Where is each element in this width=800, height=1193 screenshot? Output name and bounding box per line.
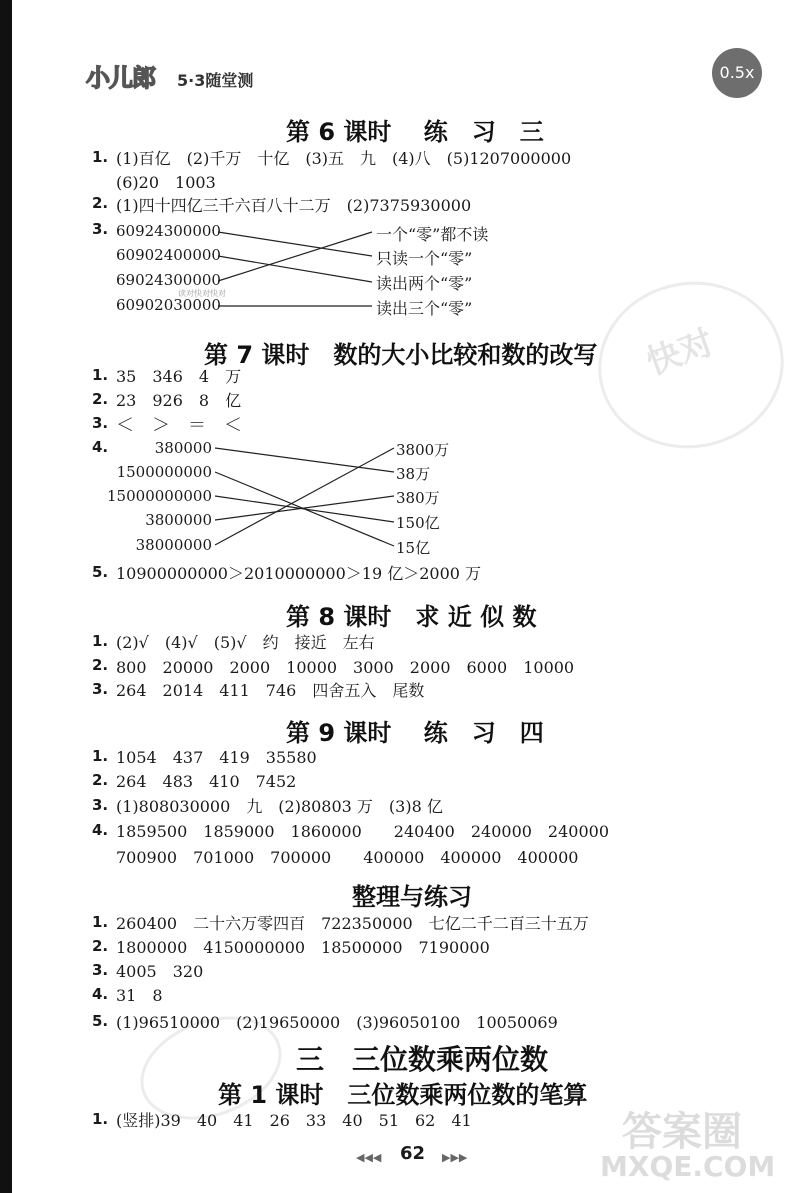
s6-q3-left-item: 60902030000 (116, 296, 221, 314)
s7-q4-left-item: 3800000 (145, 511, 212, 529)
s7-q4-right-item: 150亿 (396, 514, 440, 532)
s7-q4-link (215, 448, 394, 545)
unit3-q1-number: 1. (92, 1110, 109, 1128)
s6-q3-left-item: 60924300000 (116, 222, 221, 240)
s6-q3-right-item: 读出三个“零” (376, 299, 473, 318)
s6-q3-right-item: 只读一个“零” (376, 249, 473, 268)
s7-q3-answer: ＜ ＞ ＝ ＜ (116, 415, 242, 436)
s7-q4-right-item: 38万 (396, 465, 431, 483)
watermark-site-cn: 答案圈 (622, 1109, 742, 1155)
review-q1-number: 1. (92, 913, 109, 931)
s7-q1-answer: 35 346 4 万 (116, 367, 242, 386)
watermark-site-en: MXQE.COM (600, 1150, 776, 1183)
review-q3-answer: 4005 320 (116, 962, 204, 981)
s7-q2-number: 2. (92, 390, 109, 408)
s9-q2-number: 2. (92, 771, 109, 789)
s6-q2-number: 2. (92, 194, 109, 212)
review-q3-number: 3. (92, 961, 109, 979)
section-6-title: 第 6 课时 练 习 三 (286, 118, 544, 146)
s7-q4-number: 4. (92, 438, 109, 456)
s6-q3-right-item: 一个“零”都不读 (376, 225, 489, 244)
s6-q1-answer-cont: (6)20 1003 (116, 173, 216, 192)
section-8-title: 第 8 课时 求 近 似 数 (286, 603, 537, 631)
s9-q1-number: 1. (92, 747, 109, 765)
s9-q3-number: 3. (92, 796, 109, 814)
s7-q4-left-item: 1500000000 (116, 463, 212, 481)
section-9-title: 第 9 课时 练 习 四 (286, 719, 544, 747)
s6-q2-answer: (1)四十四亿三千六百八十二万 (2)7375930000 (116, 196, 472, 215)
zoom-button[interactable]: 0.5x (712, 48, 762, 98)
s6-q3-link (218, 256, 372, 282)
s6-q3-left-item: 69024300000 (116, 271, 221, 289)
s6-q3-number: 3. (92, 220, 109, 238)
s9-q2-answer: 264 483 410 7452 (116, 772, 297, 791)
s7-q4-right-item: 15亿 (396, 539, 431, 557)
s7-q2-answer: 23 926 8 亿 (116, 391, 242, 410)
review-q4-number: 4. (92, 985, 109, 1003)
unit-3-title: 三 三位数乘两位数 (296, 1043, 549, 1076)
review-title: 整理与练习 (352, 883, 472, 911)
watermark-stamp-right: 快对 (641, 322, 719, 384)
review-q5-number: 5. (92, 1012, 109, 1030)
s6-q3-left-item: 60902400000 (116, 246, 221, 264)
s9-q1-answer: 1054 437 419 35580 (116, 748, 317, 767)
s7-q3-number: 3. (92, 414, 109, 432)
page-prev-arrows: ◀◀◀ (356, 1151, 382, 1164)
s6-q1-answer: (1)百亿 (2)千万 十亿 (3)五 九 (4)八 (5)1207000000 (116, 149, 572, 168)
review-q2-answer: 1800000 4150000000 18500000 7190000 (116, 938, 490, 957)
s6-q3-link (218, 232, 372, 256)
s6-q3-stamp: 读对快对快对 (178, 289, 226, 298)
s7-q4-right-item: 3800万 (396, 441, 450, 459)
review-q1-answer: 260400 二十六万零四百 722350000 七亿二千二百三十五万 (116, 914, 589, 933)
s9-q4-answer: 1859500 1859000 1860000 240400 240000 240000 (116, 822, 610, 841)
s7-q4-left-item: 380000 (154, 439, 212, 457)
s8-q2-answer: 800 20000 2000 10000 3000 2000 6000 10000 (116, 658, 575, 677)
s6-q1-number: 1. (92, 148, 109, 166)
s6-q3-link (218, 232, 372, 281)
s8-q1-number: 1. (92, 632, 109, 650)
s8-q3-number: 3. (92, 680, 109, 698)
brand-series: 5·3随堂测 (177, 71, 254, 90)
s7-q1-number: 1. (92, 366, 109, 384)
s8-q1-answer: (2)√ (4)√ (5)√ 约 接近 左右 (116, 633, 375, 652)
s7-q4-link (215, 448, 394, 472)
s7-q4-left-item: 15000000000 (107, 487, 212, 505)
s7-q4-right-item: 380万 (396, 489, 440, 507)
s8-q3-answer: 264 2014 411 746 四舍五入 尾数 (116, 681, 425, 700)
s9-q3-answer: (1)808030000 九 (2)80803 万 (3)8 亿 (116, 797, 443, 816)
review-q2-number: 2. (92, 937, 109, 955)
brand-logo: 小儿郎 (86, 64, 155, 92)
section-7-title: 第 7 课时 数的大小比较和数的改写 (204, 341, 598, 369)
unit3-q1-answer: (竖排)39 40 41 26 33 40 51 62 41 (116, 1111, 472, 1130)
s6-q3-right-item: 读出两个“零” (376, 274, 473, 293)
review-q4-answer: 31 8 (116, 986, 163, 1005)
page-number: 62 (400, 1143, 426, 1164)
review-q5-answer: (1)96510000 (2)19650000 (3)96050100 10050069 (116, 1013, 558, 1032)
page-next-arrows: ▶▶▶ (442, 1151, 468, 1164)
unit-3-lesson-1-title: 第 1 课时 三位数乘两位数的笔算 (218, 1081, 588, 1109)
s7-q4-left-item: 38000000 (135, 536, 212, 554)
s8-q2-number: 2. (92, 656, 109, 674)
s7-q5-answer: 10900000000＞2010000000＞19 亿＞2000 万 (116, 564, 482, 583)
s9-q4-number: 4. (92, 821, 109, 839)
s7-q5-number: 5. (92, 563, 109, 581)
s9-q4-answer-cont: 700900 701000 700000 400000 400000 400000 (116, 848, 579, 867)
